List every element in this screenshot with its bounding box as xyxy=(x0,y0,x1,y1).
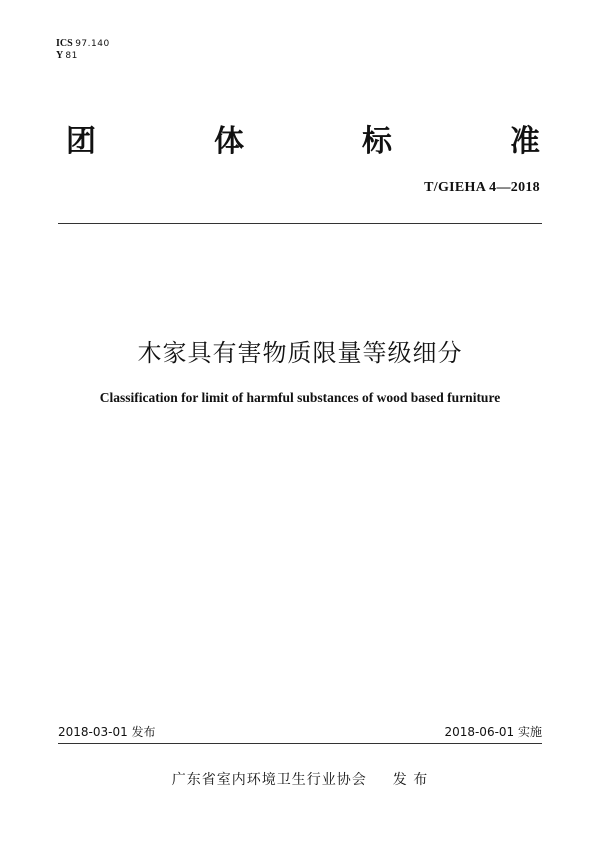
ics-code xyxy=(56,38,110,50)
ics-number: 97.140 xyxy=(75,39,110,49)
ics-prefix: ICS xyxy=(56,38,73,49)
classification-prefix: Y xyxy=(56,50,63,61)
publisher-action: 发 布 xyxy=(392,772,429,788)
top-divider xyxy=(58,223,542,224)
standard-type-char: 体 xyxy=(214,124,244,159)
standard-type-char: 准 xyxy=(510,124,540,159)
implementation-date: 2018-06-01 实施 xyxy=(444,725,542,739)
standard-code: T/GIEHA 4—2018 xyxy=(424,180,540,195)
publisher-name: 广东省室内环境卫生行业协会 xyxy=(171,772,367,788)
standard-type-heading xyxy=(66,122,540,162)
bottom-divider xyxy=(58,743,542,744)
standard-type-char: 团 xyxy=(66,124,96,159)
standard-type-char: 标 xyxy=(362,124,392,159)
publisher-line xyxy=(0,771,600,789)
title-english: Classification for limit of harmful substances of wood based furniture xyxy=(99,390,501,405)
title-chinese: 木家具有害物质限量等级细分 xyxy=(137,339,463,367)
classification-code xyxy=(56,50,78,62)
issue-date: 2018-03-01 发布 xyxy=(58,725,156,739)
classification-number: 81 xyxy=(65,51,78,61)
